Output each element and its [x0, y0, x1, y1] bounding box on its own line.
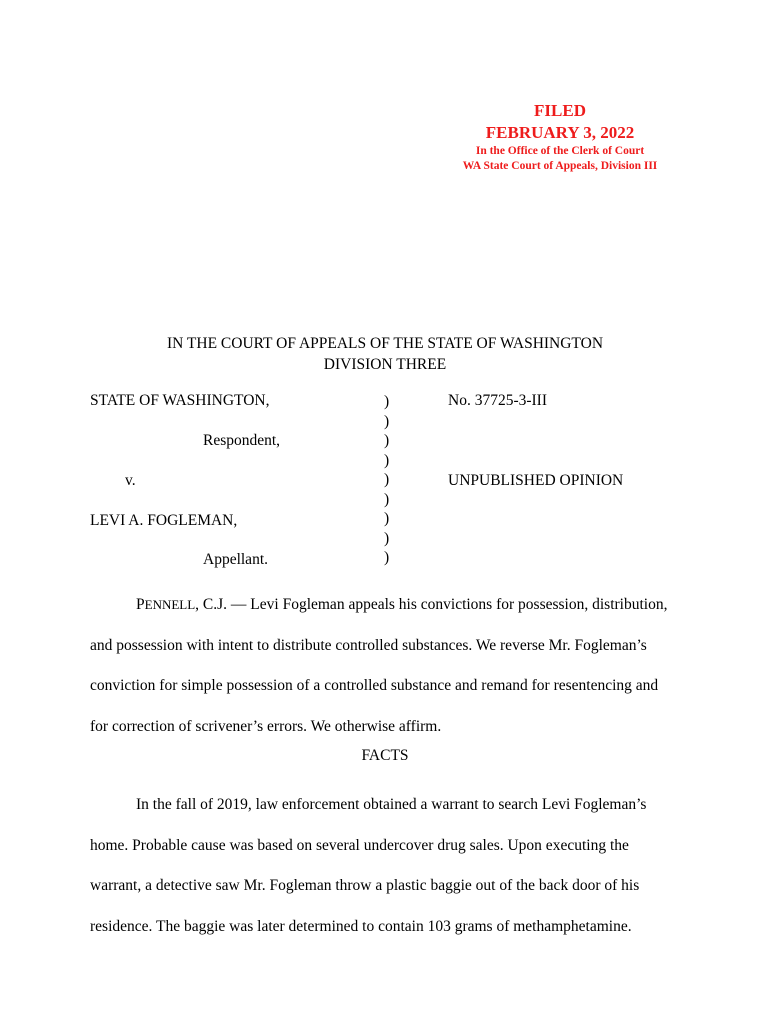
stamp-filed: FILED	[534, 101, 586, 120]
court-name: IN THE COURT OF APPEALS OF THE STATE OF WASHINGTON	[166, 335, 604, 352]
paren: )	[384, 471, 390, 488]
case-caption	[90, 392, 690, 572]
court-heading	[0, 333, 770, 375]
stamp-date: FEBRUARY 3, 2022	[485, 123, 635, 142]
versus-label: v.	[125, 472, 136, 489]
opinion-type: UNPUBLISHED OPINION	[448, 472, 624, 489]
opinion-paragraph-1	[90, 585, 680, 747]
paren: )	[384, 529, 390, 547]
case-number: No. 37725-3-III	[448, 392, 548, 409]
stamp-court: WA State Court of Appeals, Division III	[462, 160, 658, 172]
plaintiff-role: Respondent,	[203, 432, 281, 449]
section-heading-facts: FACTS	[361, 747, 409, 764]
defendant-name: LEVI A. FOGLEMAN,	[90, 512, 238, 529]
paren: )	[384, 490, 390, 508]
paren: )	[384, 510, 390, 527]
plaintiff-name: STATE OF WASHINGTON,	[90, 392, 270, 409]
defendant-role: Appellant.	[203, 551, 268, 568]
paren: )	[384, 451, 390, 469]
paren: )	[384, 393, 390, 410]
stamp-office: In the Office of the Clerk of Court	[475, 145, 645, 157]
paren: )	[384, 412, 390, 430]
opinion-intro: , C.J. — Levi Fogleman appeals his convictions for possession,	[195, 596, 589, 613]
filed-stamp	[440, 100, 680, 174]
opinion-paragraph-2	[90, 785, 680, 947]
court-division: DIVISION THREE	[323, 356, 447, 373]
author-initial: P	[136, 596, 145, 613]
paren: )	[384, 432, 390, 449]
opinion-paragraph-1-rest: distribution, and possession with intent to distribute controlled substances. We reverse Mr. Fogleman’s conviction for simple possession of a controlled substance and remand for resentencing and for correction of scrivener’s errors. We otherwise affirm.	[90, 596, 668, 735]
paren: )	[384, 549, 390, 566]
caption-parentheses	[384, 392, 389, 568]
opinion-paragraph-2-text: In the fall of 2019, law enforcement obtained a warrant to search Levi Fogleman’s home. Probable cause was based on several undercover drug sales. Upon executing the warrant, a detective saw Mr. Fogleman throw a plastic baggie out of the back door of his residence. The baggie was later determined to contain 103 grams of methamphetamine.	[90, 796, 647, 935]
author-name: ENNELL	[144, 597, 196, 612]
